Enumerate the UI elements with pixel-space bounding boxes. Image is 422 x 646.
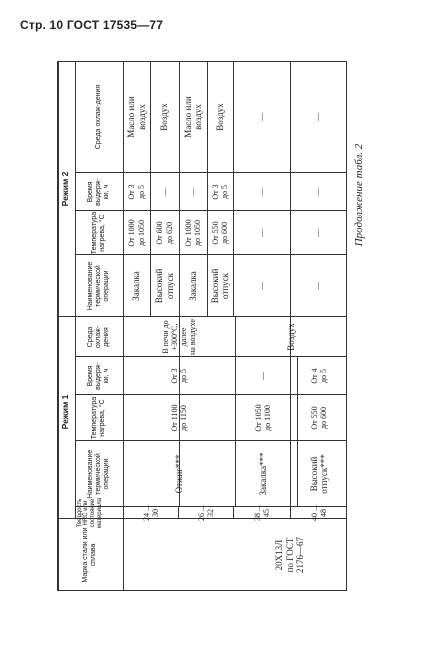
header-hold-2: Время выдерж-ки, ч (87, 178, 110, 206)
mode2-op-cell: Закалка (187, 271, 198, 301)
header-mode-1: Режим 1 (60, 394, 71, 430)
hardness-cell: 24 ... 30 (141, 505, 160, 521)
mode2-hold-cell: — (159, 188, 169, 196)
header-op-name-1: Наименование термической операции (87, 449, 110, 499)
hardness-cell: 40 ... 48 (309, 505, 328, 521)
continuation-label: Продолжение табл. 2 (353, 143, 365, 247)
mode2-hold-cell: От 3 до 5 (210, 184, 229, 200)
hardness-cell: 26 ... 32 (196, 505, 215, 521)
page-header: Стр. 10 ГОСТ 17535—77 (20, 18, 164, 32)
mode2-op-cell: Закалка (131, 271, 142, 301)
header-temp-1: Температура нагрева, °С (91, 396, 106, 440)
mode1-hold-cell: От 3 до 5 (169, 368, 188, 384)
mode2-op-cell: Высокий отпуск (209, 268, 230, 304)
data-table (57, 61, 347, 591)
mode2-op-cell: — (256, 282, 266, 290)
mode1-op-cell: Отжиг*** (173, 454, 184, 494)
mode2-hold-cell: — (188, 188, 198, 196)
header-temp-2: Температура нагрева, °С (91, 211, 106, 255)
mode1-op-cell: Высокий отпуск*** (308, 454, 329, 494)
mode2-op-cell: Высокий отпуск (154, 268, 175, 304)
mode2-temp-cell: — (256, 229, 266, 237)
mode1-hold-cell: От 4 до 5 (309, 368, 328, 384)
header-hardness-text: Твердость HRC или состояние материала (76, 497, 103, 529)
mode1-temp-cell: От 1100 до 1150 (169, 404, 188, 432)
mode1-medium-cell: В печи до +300°С, далее на воздухе (160, 319, 198, 355)
hardness-cell: 38 ... 45 (252, 505, 271, 521)
mode2-temp-cell: От 550 до 600 (210, 221, 229, 245)
mode2-hold-cell: От 3 до 5 (127, 184, 146, 200)
mode1-medium-cell: Воздух (285, 323, 296, 351)
mode2-op-cell: — (313, 282, 323, 290)
mode1-temp-cell: От 1050 до 1100 (253, 404, 272, 432)
header-steel-grade: Марка стали или сплава (82, 527, 97, 583)
mode1-temp-cell: От 550 до 600 (309, 406, 328, 430)
mode2-temp-cell: От 1000 до 1050 (183, 219, 202, 247)
mode2-hold-cell: — (256, 188, 266, 196)
mode1-hold-cell: — (258, 372, 268, 380)
mode2-medium-cell: Воздух (159, 103, 170, 131)
mode2-medium-cell: Масло или воздух (182, 96, 203, 138)
mode2-medium-cell: Масло или воздух (126, 96, 147, 138)
mode2-temp-cell: — (313, 229, 323, 237)
mode2-hold-cell: — (313, 188, 323, 196)
header-medium-2: Среда охлаж-дения (95, 84, 103, 150)
mode1-op-cell: Закалка*** (257, 452, 268, 496)
header-hold-1: Время выдерж-ки, ч (87, 362, 110, 390)
mode2-medium-cell: — (256, 113, 266, 121)
mode2-medium-cell: Воздух (214, 103, 225, 131)
mode2-temp-cell: От 600 до 620 (155, 221, 174, 245)
header-medium-1: Среда охлаж-дения (87, 325, 110, 349)
mode2-temp-cell: От 1000 до 1050 (127, 219, 146, 247)
mode2-medium-cell: — (313, 113, 323, 121)
header-mode-2: Режим 2 (60, 171, 71, 207)
steel-grade-cell: 20Х13Л по ГОСТ 2176—67 (274, 537, 306, 573)
table-viewport (57, 61, 347, 591)
header-op-name-2: Наименование термической операции (87, 261, 110, 311)
